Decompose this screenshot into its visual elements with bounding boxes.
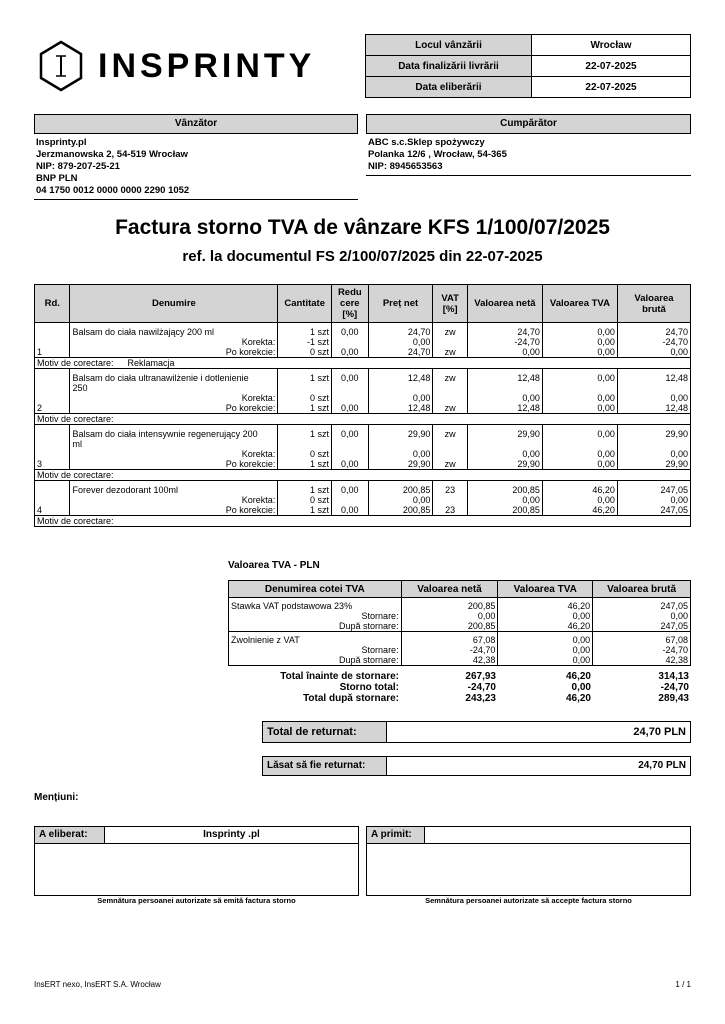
- item-rd: 4: [35, 505, 70, 516]
- dupa-stornare-label: După stornare:: [229, 621, 402, 632]
- item-gross: 29,90: [617, 459, 690, 470]
- item-disc: 0,00: [332, 425, 369, 440]
- seller-nip: NIP: 879-207-25-21: [36, 161, 120, 172]
- item-vat: zw: [433, 459, 467, 470]
- info-value: 22-07-2025: [532, 77, 691, 98]
- item-price: 0,00: [368, 383, 433, 403]
- info-row-issue-date: [366, 77, 691, 98]
- info-label: Locul vânzării: [366, 35, 532, 56]
- item-name-continued: ml: [72, 439, 82, 449]
- vat-tva: 0,00: [498, 645, 593, 655]
- left-to-return-box: [262, 756, 691, 776]
- item-net: 29,90: [467, 459, 542, 470]
- vat-tva: 0,00: [498, 611, 593, 621]
- col-header-tva: Valoarea TVA: [542, 285, 617, 323]
- item-gross: 12,48: [617, 369, 690, 384]
- item-rd: 1: [35, 347, 70, 358]
- item-rd: [35, 439, 70, 459]
- item-vat: zw: [433, 347, 467, 358]
- item-price: 0,00: [368, 337, 433, 347]
- document-title: Factura storno TVA de vânzare KFS 1/100/07/2025: [115, 216, 610, 239]
- item-vat: [433, 495, 467, 505]
- seller-address: Jerzmanowska 2, 54-519 Wrocław: [36, 149, 188, 160]
- item-tva: 0,00: [542, 403, 617, 414]
- info-value: Wrocław: [532, 35, 691, 56]
- item-disc: [332, 383, 369, 403]
- item-net: 0,00: [467, 383, 542, 403]
- item-price: 200,85: [368, 505, 433, 516]
- item-gross: 24,70: [617, 323, 690, 338]
- correction-reason-label: Motiv de corectare:: [37, 358, 114, 368]
- item-qty: 1 szt: [278, 481, 332, 496]
- item-sublabel-korekta: [70, 337, 278, 347]
- buyer-name: ABC s.c.Sklep spożywczy: [368, 137, 485, 148]
- vat-row: [229, 645, 691, 655]
- vat-net: 67,08: [401, 632, 498, 646]
- vat-total-tva: 46,20: [565, 671, 591, 682]
- logo-hexagon-icon: [38, 40, 84, 92]
- item-row: [35, 383, 691, 403]
- issuer-name: Insprinty .pl: [203, 829, 260, 840]
- item-vat: zw: [433, 323, 467, 338]
- receiver-name: [425, 827, 690, 843]
- item-row: [35, 425, 691, 440]
- left-to-return-value: 24,70 PLN: [638, 760, 686, 771]
- item-disc: 0,00: [332, 505, 369, 516]
- correction-reason-label: Motiv de corectare:: [37, 516, 114, 526]
- item-gross: 0,00: [617, 383, 690, 403]
- col-header-rd: Rd.: [35, 285, 70, 323]
- item-disc: 0,00: [332, 347, 369, 358]
- item-disc: [332, 439, 369, 459]
- correction-reason-cell: [35, 358, 691, 369]
- buyer-nip: NIP: 8945653563: [368, 161, 443, 172]
- correction-reason-row: [35, 516, 691, 527]
- item-disc: 0,00: [332, 403, 369, 414]
- info-row-delivery-date: [366, 56, 691, 77]
- vat-total-net: 267,93: [465, 671, 496, 682]
- item-gross: 247,05: [617, 481, 690, 496]
- item-net: 29,90: [467, 425, 542, 440]
- item-tva: 0,00: [542, 323, 617, 338]
- vat-total-label: Total după stornare:: [303, 693, 399, 704]
- item-tva: 0,00: [542, 425, 617, 440]
- seller-name: Insprinty.pl: [36, 137, 87, 148]
- item-price: 29,90: [368, 459, 433, 470]
- total-return-label: Total de returnat:: [263, 722, 387, 742]
- item-row: [35, 369, 691, 384]
- item-qty: 0 szt: [278, 383, 332, 403]
- item-rd: [35, 369, 70, 384]
- receiver-label: A primit:: [367, 827, 425, 843]
- col-header-vat: [433, 285, 467, 323]
- info-label: Data finalizării livrării: [366, 56, 532, 77]
- header-line: cere: [340, 298, 360, 309]
- item-net: 200,85: [467, 481, 542, 496]
- item-rd: [35, 337, 70, 347]
- item-disc: 0,00: [332, 459, 369, 470]
- buyer-details: [366, 134, 691, 173]
- dupa-stornare-label: După stornare:: [229, 655, 402, 666]
- item-vat: [433, 337, 467, 347]
- item-row: [35, 337, 691, 347]
- item-name: Balsam do ciała nawilżający 200 ml: [70, 323, 278, 338]
- item-disc: 0,00: [332, 323, 369, 338]
- po-korekcie-label: Po korekcie:: [70, 403, 278, 414]
- vat-net: 42,38: [401, 655, 498, 666]
- items-table: [34, 284, 691, 527]
- item-vat: zw: [433, 369, 467, 384]
- vat-net: 200,85: [401, 621, 498, 632]
- item-name-continued: 250: [72, 383, 88, 393]
- item-price: 0,00: [368, 439, 433, 459]
- header-line: VAT: [441, 292, 459, 304]
- item-gross: 247,05: [617, 505, 690, 516]
- vat-tva: 0,00: [498, 632, 593, 646]
- issuer-signature-box: [34, 826, 359, 896]
- buyer-address: Polanka 12/6 , Wrocław, 54-365: [368, 149, 507, 160]
- header-line: Valoarea: [634, 292, 674, 304]
- korekta-label: Korekta:: [241, 393, 276, 403]
- footer-software: InsERT nexo, InsERT S.A. Wrocław: [34, 980, 161, 989]
- col-header-price: Preț net: [368, 285, 433, 323]
- korekta-label: Korekta:: [241, 495, 276, 505]
- item-vat: 23: [433, 481, 467, 496]
- vat-rate-name: Stawka VAT podstawowa 23%: [229, 598, 402, 612]
- info-value: 22-07-2025: [532, 56, 691, 77]
- item-tva: 0,00: [542, 495, 617, 505]
- vat-total-tva: 0,00: [571, 682, 591, 693]
- col-header-name: Denumire: [70, 285, 278, 323]
- receiver-signature-box: [366, 826, 691, 896]
- item-net: 0,00: [467, 439, 542, 459]
- item-rd: [35, 495, 70, 505]
- info-row-place: [366, 35, 691, 56]
- item-gross: 0,00: [617, 495, 690, 505]
- col-header-qty: Cantitate: [278, 285, 332, 323]
- vat-header-row: [229, 581, 691, 598]
- korekta-label: Korekta:: [241, 337, 276, 347]
- vat-row: [229, 621, 691, 632]
- vat-row: [229, 655, 691, 666]
- item-price: 24,70: [368, 323, 433, 338]
- items-header-row: [35, 285, 691, 323]
- correction-reason-row: [35, 470, 691, 481]
- total-return-value: 24,70 PLN: [633, 726, 686, 738]
- document-info-table: [365, 34, 691, 98]
- vat-tva: 46,20: [498, 598, 593, 612]
- po-korekcie-label: Po korekcie:: [70, 505, 278, 516]
- item-vat: [433, 439, 467, 459]
- vat-totals-table: [228, 671, 691, 704]
- vat-total-net: 243,23: [465, 693, 496, 704]
- item-rd: 2: [35, 403, 70, 414]
- header-line: Redu: [337, 287, 362, 298]
- vat-col-rate: Denumirea cotei TVA: [229, 581, 402, 598]
- item-tva: 0,00: [542, 337, 617, 347]
- item-disc: [332, 337, 369, 347]
- item-rd: [35, 323, 70, 338]
- vat-row: [229, 598, 691, 612]
- item-name: Balsam do ciała intensywnie regenerujący 200: [70, 425, 278, 440]
- correction-reason-row: [35, 414, 691, 425]
- correction-reason-cell: [35, 516, 691, 527]
- stornare-label: Stornare:: [229, 645, 402, 655]
- buyer-divider: [366, 175, 691, 176]
- footer-page-number: 1 / 1: [675, 980, 691, 989]
- vat-total-label: Total înainte de stornare:: [280, 671, 399, 682]
- item-qty: -1 szt: [278, 337, 332, 347]
- vat-col-tva: Valoarea TVA: [498, 581, 593, 598]
- item-tva: 0,00: [542, 383, 617, 403]
- vat-gross: 247,05: [593, 598, 691, 612]
- col-header-discount: [332, 285, 369, 323]
- company-logo: [38, 38, 328, 94]
- item-sublabel-korekta: [70, 495, 278, 505]
- item-qty: 1 szt: [278, 425, 332, 440]
- item-row: [35, 495, 691, 505]
- vat-rate-name: Zwolnienie z VAT: [229, 632, 402, 646]
- correction-reason-value: Reklamacja: [127, 358, 175, 368]
- item-row: [35, 323, 691, 338]
- item-qty: 0 szt: [278, 347, 332, 358]
- left-to-return-label: Lăsat să fie returnat:: [263, 757, 387, 775]
- item-row: [35, 347, 691, 358]
- total-return-box: [262, 721, 691, 743]
- item-price: 29,90: [368, 425, 433, 440]
- item-net: -24,70: [467, 337, 542, 347]
- vat-gross: 42,38: [593, 655, 691, 666]
- vat-totals-body: [228, 671, 691, 704]
- item-net: 12,48: [467, 403, 542, 414]
- vat-body: [229, 598, 691, 666]
- correction-reason-row: [35, 358, 691, 369]
- item-tva: 0,00: [542, 439, 617, 459]
- item-gross: 0,00: [617, 439, 690, 459]
- item-vat: zw: [433, 403, 467, 414]
- vat-total-gross: -24,70: [660, 682, 689, 693]
- col-header-net: Valoarea netă: [467, 285, 542, 323]
- header-line: [%]: [342, 309, 358, 320]
- vat-total-row: [228, 671, 691, 682]
- item-tva: 0,00: [542, 347, 617, 358]
- item-rd: 3: [35, 459, 70, 470]
- vat-col-net: Valoarea netă: [401, 581, 498, 598]
- item-tva: 0,00: [542, 369, 617, 384]
- item-vat: 23: [433, 505, 467, 516]
- vat-col-gross: Valoarea brută: [593, 581, 691, 598]
- seller-divider: [34, 199, 358, 200]
- header-line: brută: [642, 303, 666, 315]
- item-sublabel-korekta: [70, 383, 278, 403]
- item-price: 24,70: [368, 347, 433, 358]
- buyer-block: [366, 114, 691, 176]
- item-qty: 0 szt: [278, 495, 332, 505]
- item-name: Balsam do ciała ultranawilżenie i dotlenienie: [70, 369, 278, 384]
- seller-account: 04 1750 0012 0000 0000 2290 1052: [36, 185, 190, 196]
- item-row: [35, 403, 691, 414]
- item-tva: 46,20: [542, 505, 617, 516]
- item-disc: [332, 495, 369, 505]
- mentions-label: Mențiuni:: [34, 792, 79, 803]
- receiver-signature-header: [367, 827, 690, 844]
- vat-net: 0,00: [401, 611, 498, 621]
- vat-total-row: [228, 682, 691, 693]
- item-rd: [35, 481, 70, 496]
- item-row: [35, 459, 691, 470]
- item-vat: [433, 383, 467, 403]
- item-net: 12,48: [467, 369, 542, 384]
- items-body: [35, 323, 691, 527]
- item-vat: zw: [433, 425, 467, 440]
- vat-total-row: [228, 693, 691, 704]
- vat-total-net: -24,70: [467, 682, 496, 693]
- vat-tva: 46,20: [498, 621, 593, 632]
- issuer-signature-header: [35, 827, 358, 844]
- vat-net: 200,85: [401, 598, 498, 612]
- po-korekcie-label: Po korekcie:: [70, 347, 278, 358]
- buyer-heading: Cumpărător: [366, 114, 691, 134]
- vat-total-tva: 46,20: [565, 693, 591, 704]
- item-gross: 29,90: [617, 425, 690, 440]
- item-net: 0,00: [467, 495, 542, 505]
- item-price: 200,85: [368, 481, 433, 496]
- vat-summary-title: Valoarea TVA - PLN: [228, 560, 320, 571]
- seller-block: [34, 114, 358, 200]
- item-row: [35, 439, 691, 459]
- item-gross: 0,00: [617, 347, 690, 358]
- correction-reason-cell: [35, 414, 691, 425]
- item-qty: 1 szt: [278, 505, 332, 516]
- item-sublabel-korekta: [70, 439, 278, 459]
- col-header-gross: [617, 285, 690, 323]
- vat-row: [229, 611, 691, 621]
- logo-text: INSPRINTY: [98, 46, 316, 85]
- vat-net: -24,70: [401, 645, 498, 655]
- vat-row: [229, 632, 691, 646]
- vat-gross: 0,00: [593, 611, 691, 621]
- item-qty: 1 szt: [278, 323, 332, 338]
- issuer-label: A eliberat:: [35, 827, 105, 843]
- vat-total-gross: 314,13: [658, 671, 689, 682]
- header-line: [%]: [442, 303, 458, 315]
- issuer-signature-caption: Semnătura persoanei autorizate să emită factura storno: [97, 896, 296, 905]
- item-price: 12,48: [368, 403, 433, 414]
- item-net: 0,00: [467, 347, 542, 358]
- vat-gross: 247,05: [593, 621, 691, 632]
- correction-reason-label: Motiv de corectare:: [37, 470, 114, 480]
- seller-bank: BNP PLN: [36, 173, 78, 184]
- item-gross: 12,48: [617, 403, 690, 414]
- item-net: 24,70: [467, 323, 542, 338]
- po-korekcie-label: Po korekcie:: [70, 459, 278, 470]
- item-rd: [35, 425, 70, 440]
- item-qty: 1 szt: [278, 459, 332, 470]
- item-tva: 0,00: [542, 459, 617, 470]
- item-row: [35, 481, 691, 496]
- korekta-label: Korekta:: [241, 449, 276, 459]
- item-price: 12,48: [368, 369, 433, 384]
- item-price: 0,00: [368, 495, 433, 505]
- item-net: 200,85: [467, 505, 542, 516]
- item-qty: 1 szt: [278, 369, 332, 384]
- document-reference: ref. la documentul FS 2/100/07/2025 din 22-07-2025: [182, 248, 543, 265]
- vat-gross: -24,70: [593, 645, 691, 655]
- seller-details: [34, 134, 358, 197]
- correction-reason-label: Motiv de corectare:: [37, 414, 114, 424]
- item-tva: 46,20: [542, 481, 617, 496]
- item-rd: [35, 383, 70, 403]
- item-disc: 0,00: [332, 481, 369, 496]
- stornare-label: Stornare:: [229, 611, 402, 621]
- item-disc: 0,00: [332, 369, 369, 384]
- vat-gross: 67,08: [593, 632, 691, 646]
- vat-total-label: Storno total:: [339, 682, 399, 693]
- item-gross: -24,70: [617, 337, 690, 347]
- item-qty: 1 szt: [278, 403, 332, 414]
- vat-summary-table: [228, 580, 691, 666]
- item-qty: 0 szt: [278, 439, 332, 459]
- info-label: Data eliberării: [366, 77, 532, 98]
- correction-reason-cell: [35, 470, 691, 481]
- vat-total-gross: 289,43: [658, 693, 689, 704]
- seller-heading: Vânzător: [34, 114, 358, 134]
- item-name: Forever dezodorant 100ml: [70, 481, 278, 496]
- item-row: [35, 505, 691, 516]
- receiver-signature-caption: Semnătura persoanei autorizate să accepte factura storno: [425, 896, 632, 905]
- vat-tva: 0,00: [498, 655, 593, 666]
